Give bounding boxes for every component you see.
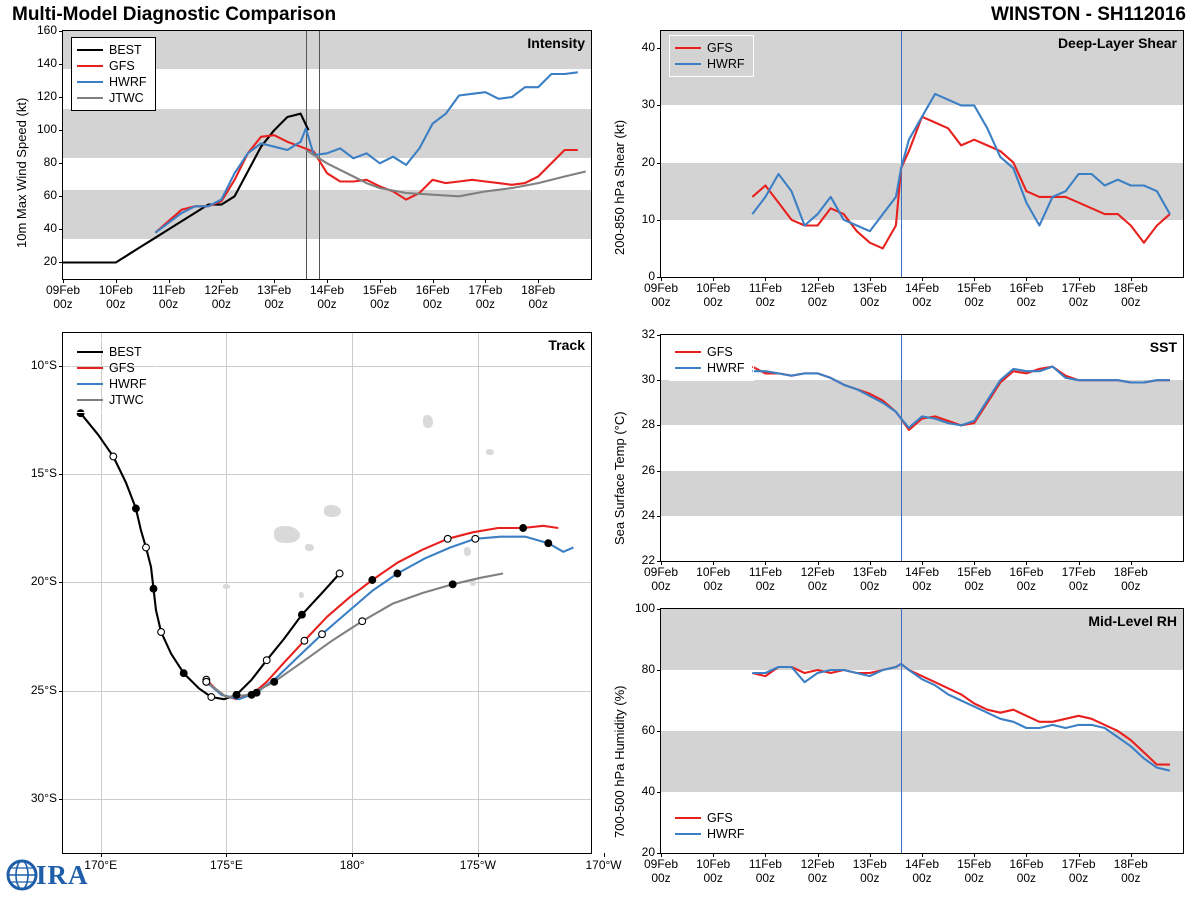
map-lat-tick-mark (59, 366, 63, 367)
y-tick-label: 20 (43, 254, 57, 269)
intensity-legend (71, 37, 156, 111)
track-marker (263, 657, 270, 664)
track-marker (301, 637, 308, 644)
legend-label-jtwc: JTWC (109, 90, 144, 105)
x-tick-label: 13Feb 00z (257, 283, 292, 311)
series-line-gfs (752, 664, 1170, 765)
sst-panel (660, 334, 1184, 562)
x-tick-mark (870, 277, 871, 281)
track-line-jtwc (206, 574, 503, 698)
x-tick-label: 09Feb 00z (643, 857, 679, 885)
legend-label-gfs: GFS (707, 40, 733, 55)
track-marker (336, 570, 343, 577)
x-tick-label: 10Feb 00z (696, 281, 731, 309)
x-tick-label: 14Feb 00z (309, 283, 345, 311)
shear-panel-label: Deep-Layer Shear (1057, 35, 1177, 51)
x-tick-mark (1079, 853, 1080, 857)
x-tick-mark (1079, 277, 1080, 281)
x-tick-label: 16Feb 00z (1009, 281, 1044, 309)
y-tick-label: 32 (641, 327, 655, 341)
x-tick-label: 10Feb 00z (696, 857, 731, 885)
legend-label-gfs: GFS (109, 360, 135, 375)
x-tick-label: 13Feb 00z (852, 565, 887, 593)
rh-legend (669, 805, 754, 847)
legend-swatch-jtwc (77, 399, 103, 401)
y-tick-mark (657, 731, 661, 732)
map-lon-tick-mark (478, 853, 479, 857)
y-tick-label: 10 (641, 211, 655, 226)
y-tick-label: 22 (641, 553, 655, 567)
x-tick-label: 15Feb 00z (957, 281, 992, 309)
legend-swatch-best (77, 49, 103, 51)
x-tick-mark (274, 279, 275, 283)
y-tick-mark (657, 471, 661, 472)
map-lat-tick-label: 25°S (30, 682, 57, 697)
track-marker (150, 585, 157, 592)
x-tick-mark (380, 279, 381, 283)
y-tick-mark (657, 792, 661, 793)
x-tick-label: 17Feb 00z (468, 283, 503, 311)
y-tick-label: 30 (641, 97, 655, 112)
y-tick-mark (657, 48, 661, 49)
track-marker (299, 611, 306, 618)
y-tick-mark (59, 31, 63, 32)
y-tick-mark (657, 163, 661, 164)
track-marker (208, 694, 215, 701)
map-lat-tick-label: 20°S (30, 574, 57, 589)
map-lat-tick-label: 15°S (30, 465, 57, 480)
shear-legend (669, 35, 754, 77)
track-marker (233, 691, 240, 698)
map-lon-tick-label: 175°W (459, 858, 496, 872)
y-tick-mark (657, 516, 661, 517)
track-marker (545, 540, 552, 547)
legend-item-jtwc (77, 392, 147, 408)
track-line-best (81, 413, 340, 699)
x-tick-label: 17Feb 00z (1061, 857, 1096, 885)
y-tick-mark (657, 425, 661, 426)
track-marker (271, 678, 278, 685)
series-line-jtwc (306, 150, 586, 196)
x-tick-label: 14Feb 00z (904, 281, 940, 309)
x-tick-mark (870, 561, 871, 565)
x-tick-mark (818, 277, 819, 281)
x-tick-mark (1131, 561, 1132, 565)
y-tick-label: 40 (641, 40, 655, 55)
x-tick-mark (1026, 853, 1027, 857)
x-tick-mark (870, 853, 871, 857)
map-lat-tick-label: 10°S (30, 357, 57, 372)
cira-globe-icon (6, 856, 40, 892)
x-tick-mark (818, 853, 819, 857)
x-tick-mark (922, 277, 923, 281)
x-tick-label: 11Feb 00z (748, 857, 782, 885)
legend-swatch-hwrf (77, 81, 103, 83)
x-tick-mark (1026, 277, 1027, 281)
x-tick-label: 18Feb 00z (1113, 857, 1148, 885)
legend-item-jtwc (77, 90, 147, 106)
track-marker (369, 577, 376, 584)
y-tick-label: 40 (43, 221, 57, 236)
y-tick-label: 120 (36, 89, 57, 104)
legend-label-gfs: GFS (707, 344, 733, 359)
x-tick-mark (765, 853, 766, 857)
x-tick-label: 13Feb 00z (852, 281, 887, 309)
track-marker (394, 570, 401, 577)
y-tick-label: 100 (36, 122, 57, 137)
y-tick-mark (59, 262, 63, 263)
x-tick-mark (922, 561, 923, 565)
x-tick-mark (1026, 561, 1027, 565)
x-tick-mark (818, 561, 819, 565)
legend-label-hwrf: HWRF (109, 376, 147, 391)
y-tick-mark (59, 163, 63, 164)
legend-item-hwrf (77, 376, 147, 392)
x-tick-mark (433, 279, 434, 283)
x-tick-mark (538, 279, 539, 283)
x-tick-mark (1079, 561, 1080, 565)
legend-item-hwrf (675, 826, 745, 842)
x-tick-mark (974, 561, 975, 565)
x-tick-mark (713, 853, 714, 857)
x-tick-label: 13Feb 00z (852, 857, 887, 885)
x-tick-label: 16Feb 00z (415, 283, 450, 311)
x-tick-mark (974, 277, 975, 281)
legend-swatch-hwrf (77, 383, 103, 385)
x-tick-mark (765, 561, 766, 565)
x-tick-mark (713, 561, 714, 565)
track-marker (158, 629, 165, 636)
x-tick-label: 18Feb 00z (1113, 565, 1148, 593)
track-marker (133, 505, 140, 512)
y-tick-label: 28 (641, 417, 655, 432)
map-lon-tick-label: 170°E (84, 858, 118, 872)
shear-y-axis-label: 200-850 hPa Shear (kt) (612, 119, 627, 255)
map-lon-tick-label: 180° (339, 858, 365, 872)
track-marker (520, 525, 527, 532)
legend-swatch-hwrf (675, 63, 701, 65)
sst-legend (669, 339, 754, 381)
legend-item-gfs (77, 58, 147, 74)
x-tick-label: 14Feb 00z (904, 857, 940, 885)
x-tick-label: 11Feb 00z (748, 565, 782, 593)
series-line-hwrf (752, 367, 1170, 428)
y-tick-label: 26 (641, 462, 655, 477)
y-tick-label: 80 (641, 662, 655, 676)
legend-label-hwrf: HWRF (707, 826, 745, 841)
x-tick-label: 12Feb 00z (204, 283, 239, 311)
track-marker (472, 535, 479, 542)
track-marker (110, 453, 117, 460)
y-tick-label: 60 (43, 188, 57, 203)
y-tick-mark (657, 105, 661, 106)
storm-title: WINSTON - SH112016 (990, 4, 1186, 25)
y-tick-mark (59, 229, 63, 230)
y-tick-mark (657, 609, 661, 610)
sst-y-axis-label: Sea Surface Temp (°C) (612, 411, 627, 545)
legend-label-gfs: GFS (109, 58, 135, 73)
legend-swatch-hwrf (675, 833, 701, 835)
x-tick-label: 09Feb 00z (643, 281, 679, 309)
x-tick-label: 18Feb 00z (521, 283, 556, 311)
y-tick-mark (59, 196, 63, 197)
legend-swatch-jtwc (77, 97, 103, 99)
x-tick-mark (974, 853, 975, 857)
y-tick-label: 24 (641, 507, 655, 522)
y-tick-label: 40 (641, 784, 655, 798)
x-tick-label: 15Feb 00z (957, 565, 992, 593)
series-line-gfs (752, 367, 1170, 430)
y-tick-mark (59, 97, 63, 98)
legend-swatch-gfs (675, 47, 701, 49)
x-tick-mark (116, 279, 117, 283)
track-marker (253, 689, 260, 696)
y-tick-label: 0 (648, 269, 655, 283)
x-tick-label: 15Feb 00z (957, 857, 992, 885)
legend-label-hwrf: HWRF (109, 74, 147, 89)
legend-label-gfs: GFS (707, 810, 733, 825)
x-tick-mark (661, 277, 662, 281)
x-tick-label: 09Feb 00z (643, 565, 679, 593)
legend-item-gfs (675, 810, 745, 826)
x-tick-mark (63, 279, 64, 283)
rh-y-axis-label: 700-500 hPa Humidity (%) (612, 685, 627, 838)
legend-swatch-hwrf (675, 367, 701, 369)
map-lon-tick-mark (101, 853, 102, 857)
series-line-hwrf (752, 94, 1170, 231)
x-tick-label: 11Feb 00z (748, 281, 782, 309)
map-lat-tick-mark (59, 691, 63, 692)
track-panel (62, 332, 592, 854)
legend-item-gfs (77, 360, 147, 376)
intensity-panel (62, 30, 592, 280)
x-tick-label: 17Feb 00z (1061, 565, 1096, 593)
y-tick-label: 20 (641, 154, 655, 169)
series-line-hwrf (752, 664, 1170, 771)
legend-item-hwrf (675, 56, 745, 72)
x-tick-label: 09Feb 00z (45, 283, 81, 311)
legend-item-best (77, 344, 147, 360)
x-tick-label: 14Feb 00z (904, 565, 940, 593)
map-lon-tick-label: 175°E (210, 858, 243, 872)
legend-item-hwrf (77, 74, 147, 90)
legend-swatch-gfs (675, 351, 701, 353)
map-lon-tick-mark (226, 853, 227, 857)
map-lon-tick-mark (604, 853, 605, 857)
x-tick-label: 12Feb 00z (800, 565, 835, 593)
legend-item-gfs (675, 40, 745, 56)
track-line-hwrf (206, 537, 573, 700)
series-line-hwrf (155, 72, 577, 232)
y-tick-mark (657, 670, 661, 671)
x-tick-mark (765, 277, 766, 281)
legend-label-hwrf: HWRF (707, 360, 745, 375)
legend-label-best: BEST (109, 344, 142, 359)
legend-swatch-gfs (77, 65, 103, 67)
x-tick-mark (485, 279, 486, 283)
x-tick-label: 12Feb 00z (800, 857, 835, 885)
shear-panel (660, 30, 1184, 278)
track-marker (203, 678, 210, 685)
x-tick-label: 16Feb 00z (1009, 857, 1044, 885)
y-tick-mark (657, 220, 661, 221)
y-tick-label: 80 (43, 155, 57, 170)
track-panel-label: Track (548, 337, 585, 353)
x-tick-mark (661, 853, 662, 857)
x-tick-mark (713, 277, 714, 281)
legend-label-jtwc: JTWC (109, 392, 144, 407)
track-marker (319, 631, 326, 638)
rh-panel (660, 608, 1184, 854)
legend-swatch-gfs (675, 817, 701, 819)
legend-item-best (77, 42, 147, 58)
y-tick-mark (657, 335, 661, 336)
map-lat-tick-mark (59, 474, 63, 475)
y-tick-label: 100 (634, 601, 655, 615)
x-tick-label: 11Feb 00z (152, 283, 186, 311)
y-tick-label: 140 (36, 56, 57, 71)
rh-panel-label: Mid-Level RH (1088, 613, 1177, 629)
legend-item-hwrf (675, 360, 745, 376)
legend-label-hwrf: HWRF (707, 56, 745, 71)
track-marker (143, 544, 150, 551)
map-lon-tick-mark (352, 853, 353, 857)
series-line-gfs (752, 117, 1170, 249)
x-tick-mark (1131, 853, 1132, 857)
track-marker (449, 581, 456, 588)
x-tick-mark (169, 279, 170, 283)
x-tick-mark (1131, 277, 1132, 281)
intensity-y-axis-label: 10m Max Wind Speed (kt) (14, 97, 29, 248)
intensity-panel-label: Intensity (527, 35, 585, 51)
x-tick-label: 16Feb 00z (1009, 565, 1044, 593)
cira-logo-text: IRA (36, 860, 89, 890)
legend-label-best: BEST (109, 42, 142, 57)
map-lat-tick-label: 30°S (30, 790, 57, 805)
y-tick-label: 60 (641, 723, 655, 737)
track-marker (180, 670, 187, 677)
y-tick-mark (657, 380, 661, 381)
x-tick-label: 15Feb 00z (362, 283, 397, 311)
y-tick-label: 20 (641, 845, 655, 859)
y-tick-mark (59, 130, 63, 131)
sst-panel-label: SST (1149, 339, 1177, 355)
legend-swatch-gfs (77, 367, 103, 369)
track-marker (444, 535, 451, 542)
legend-item-gfs (675, 344, 745, 360)
y-tick-label: 30 (641, 372, 655, 387)
y-tick-mark (59, 64, 63, 65)
x-tick-mark (922, 853, 923, 857)
map-lat-tick-mark (59, 799, 63, 800)
map-lon-tick-label: 170°W (585, 858, 622, 872)
track-line-gfs (206, 526, 558, 699)
track-legend (71, 339, 156, 413)
legend-swatch-best (77, 351, 103, 353)
y-tick-label: 160 (36, 23, 57, 37)
page-title: Multi-Model Diagnostic Comparison (12, 4, 337, 25)
x-tick-mark (661, 561, 662, 565)
x-tick-mark (327, 279, 328, 283)
x-tick-label: 10Feb 00z (98, 283, 133, 311)
x-tick-label: 12Feb 00z (800, 281, 835, 309)
track-marker (359, 618, 366, 625)
x-tick-mark (221, 279, 222, 283)
x-tick-label: 10Feb 00z (696, 565, 731, 593)
x-tick-label: 18Feb 00z (1113, 281, 1148, 309)
map-lat-tick-mark (59, 582, 63, 583)
x-tick-label: 17Feb 00z (1061, 281, 1096, 309)
